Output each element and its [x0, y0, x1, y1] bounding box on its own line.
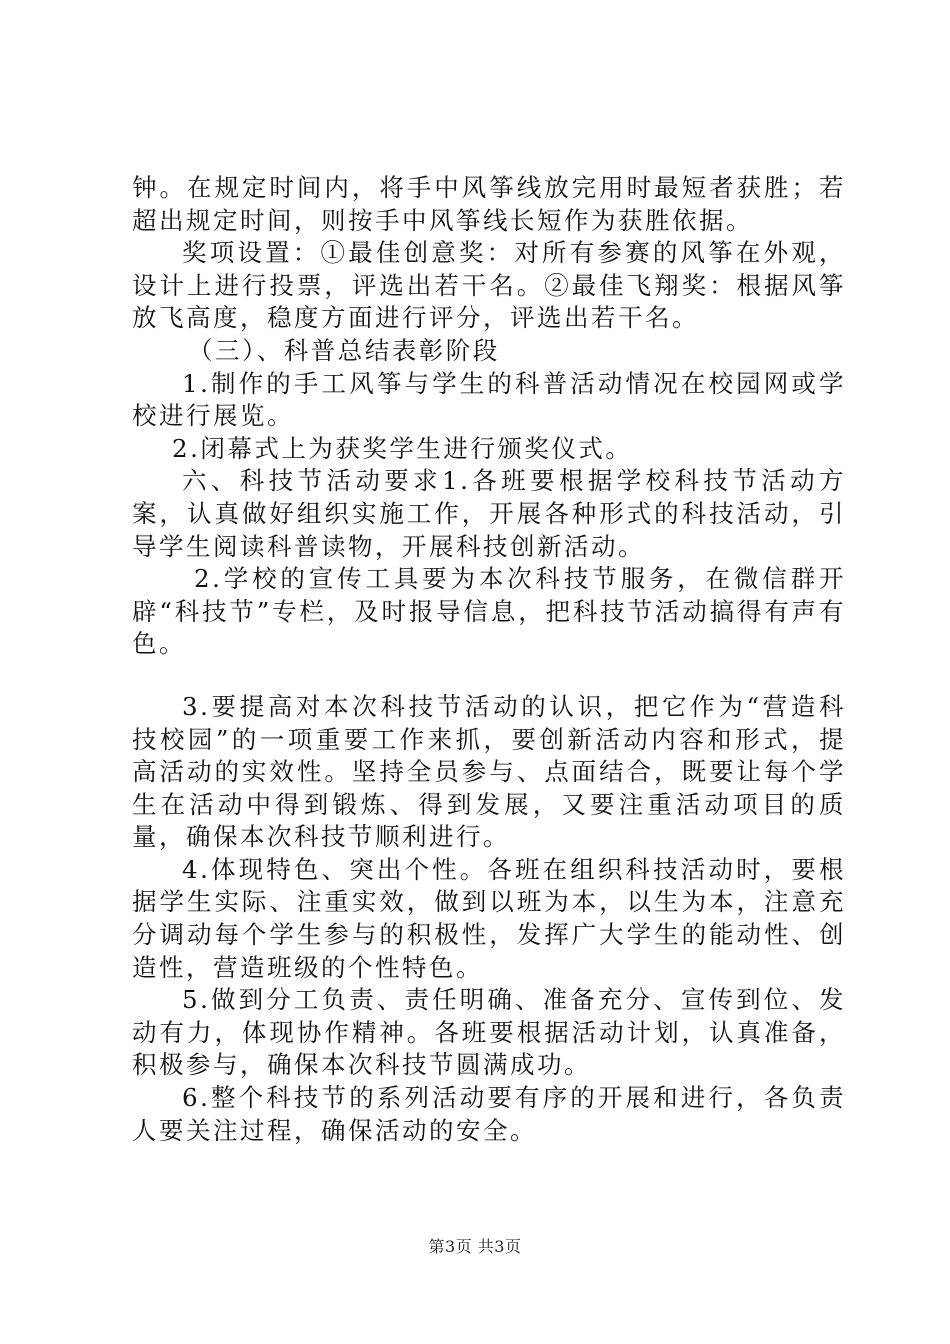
paragraph-requirements-2: 2.学校的宣传工具要为本次科技节服务，在微信群开辟“科技节”专栏，及时报导信息，把科技节活动搞得有声有色。	[132, 564, 846, 659]
section-heading-stage-three: （三）、科普总结表彰阶段	[188, 335, 500, 365]
paragraph-requirements-4: 4.体现特色、突出个性。各班在组织科技活动时，要根据学生实际、注重实效，做到以班为本，以生为本，注意充分调动每个学生参与的积极性，发挥广大学生的能动性、创造性，营造班级的个性特色。	[132, 854, 846, 982]
page-footer: 第3页 共3页	[428, 1237, 522, 1256]
paragraph-item-2-ceremony: 2.闭幕式上为获奖学生进行颁奖仪式。	[172, 433, 633, 463]
paragraph-requirements-5: 5.做到分工负责、责任明确、准备充分、宣传到位、发动有力，体现协作精神。各班要根据活动计划，认真准备，积极参与，确保本次科技节圆满成功。	[132, 985, 846, 1080]
paragraph-continuation: 钟。在规定时间内，将手中风筝线放完用时最短者获胜；若超出规定时间，则按手中风筝线长短作为获胜依据。	[132, 173, 846, 235]
paragraph-item-1-exhibition: 1.制作的手工风筝与学生的科普活动情况在校园网或学校进行展览。	[132, 368, 846, 431]
paragraph-requirements-3: 3.要提高对本次科技节活动的认识，把它作为“营造科技校园”的一项重要工作来抓，要创新活动内容和形式，提高活动的实效性。坚持全员参与、点面结合，既要让每个学生在活动中得到锻炼、得到发展，又要注重活动项目的质量，确保本次科技节顺利进行。	[132, 691, 846, 852]
document-body	[132, 172, 846, 1147]
paragraph-requirements-6: 6.整个科技节的系列活动要有序的开展和进行，各负责人要关注过程，确保活动的安全。	[132, 1083, 846, 1145]
paragraph-requirements-1: 六、科技节活动要求1.各班要根据学校科技节活动方案，认真做好组织实施工作，开展各种形式的科技活动，引导学生阅读科普读物，开展科技创新活动。	[132, 466, 846, 561]
paragraph-award-settings: 奖项设置：①最佳创意奖：对所有参赛的风筝在外观，设计上进行投票，评选出若干名。②最佳飞翔奖：根据风筝放飞高度，稳度方面进行评分，评选出若干名。	[132, 238, 846, 333]
